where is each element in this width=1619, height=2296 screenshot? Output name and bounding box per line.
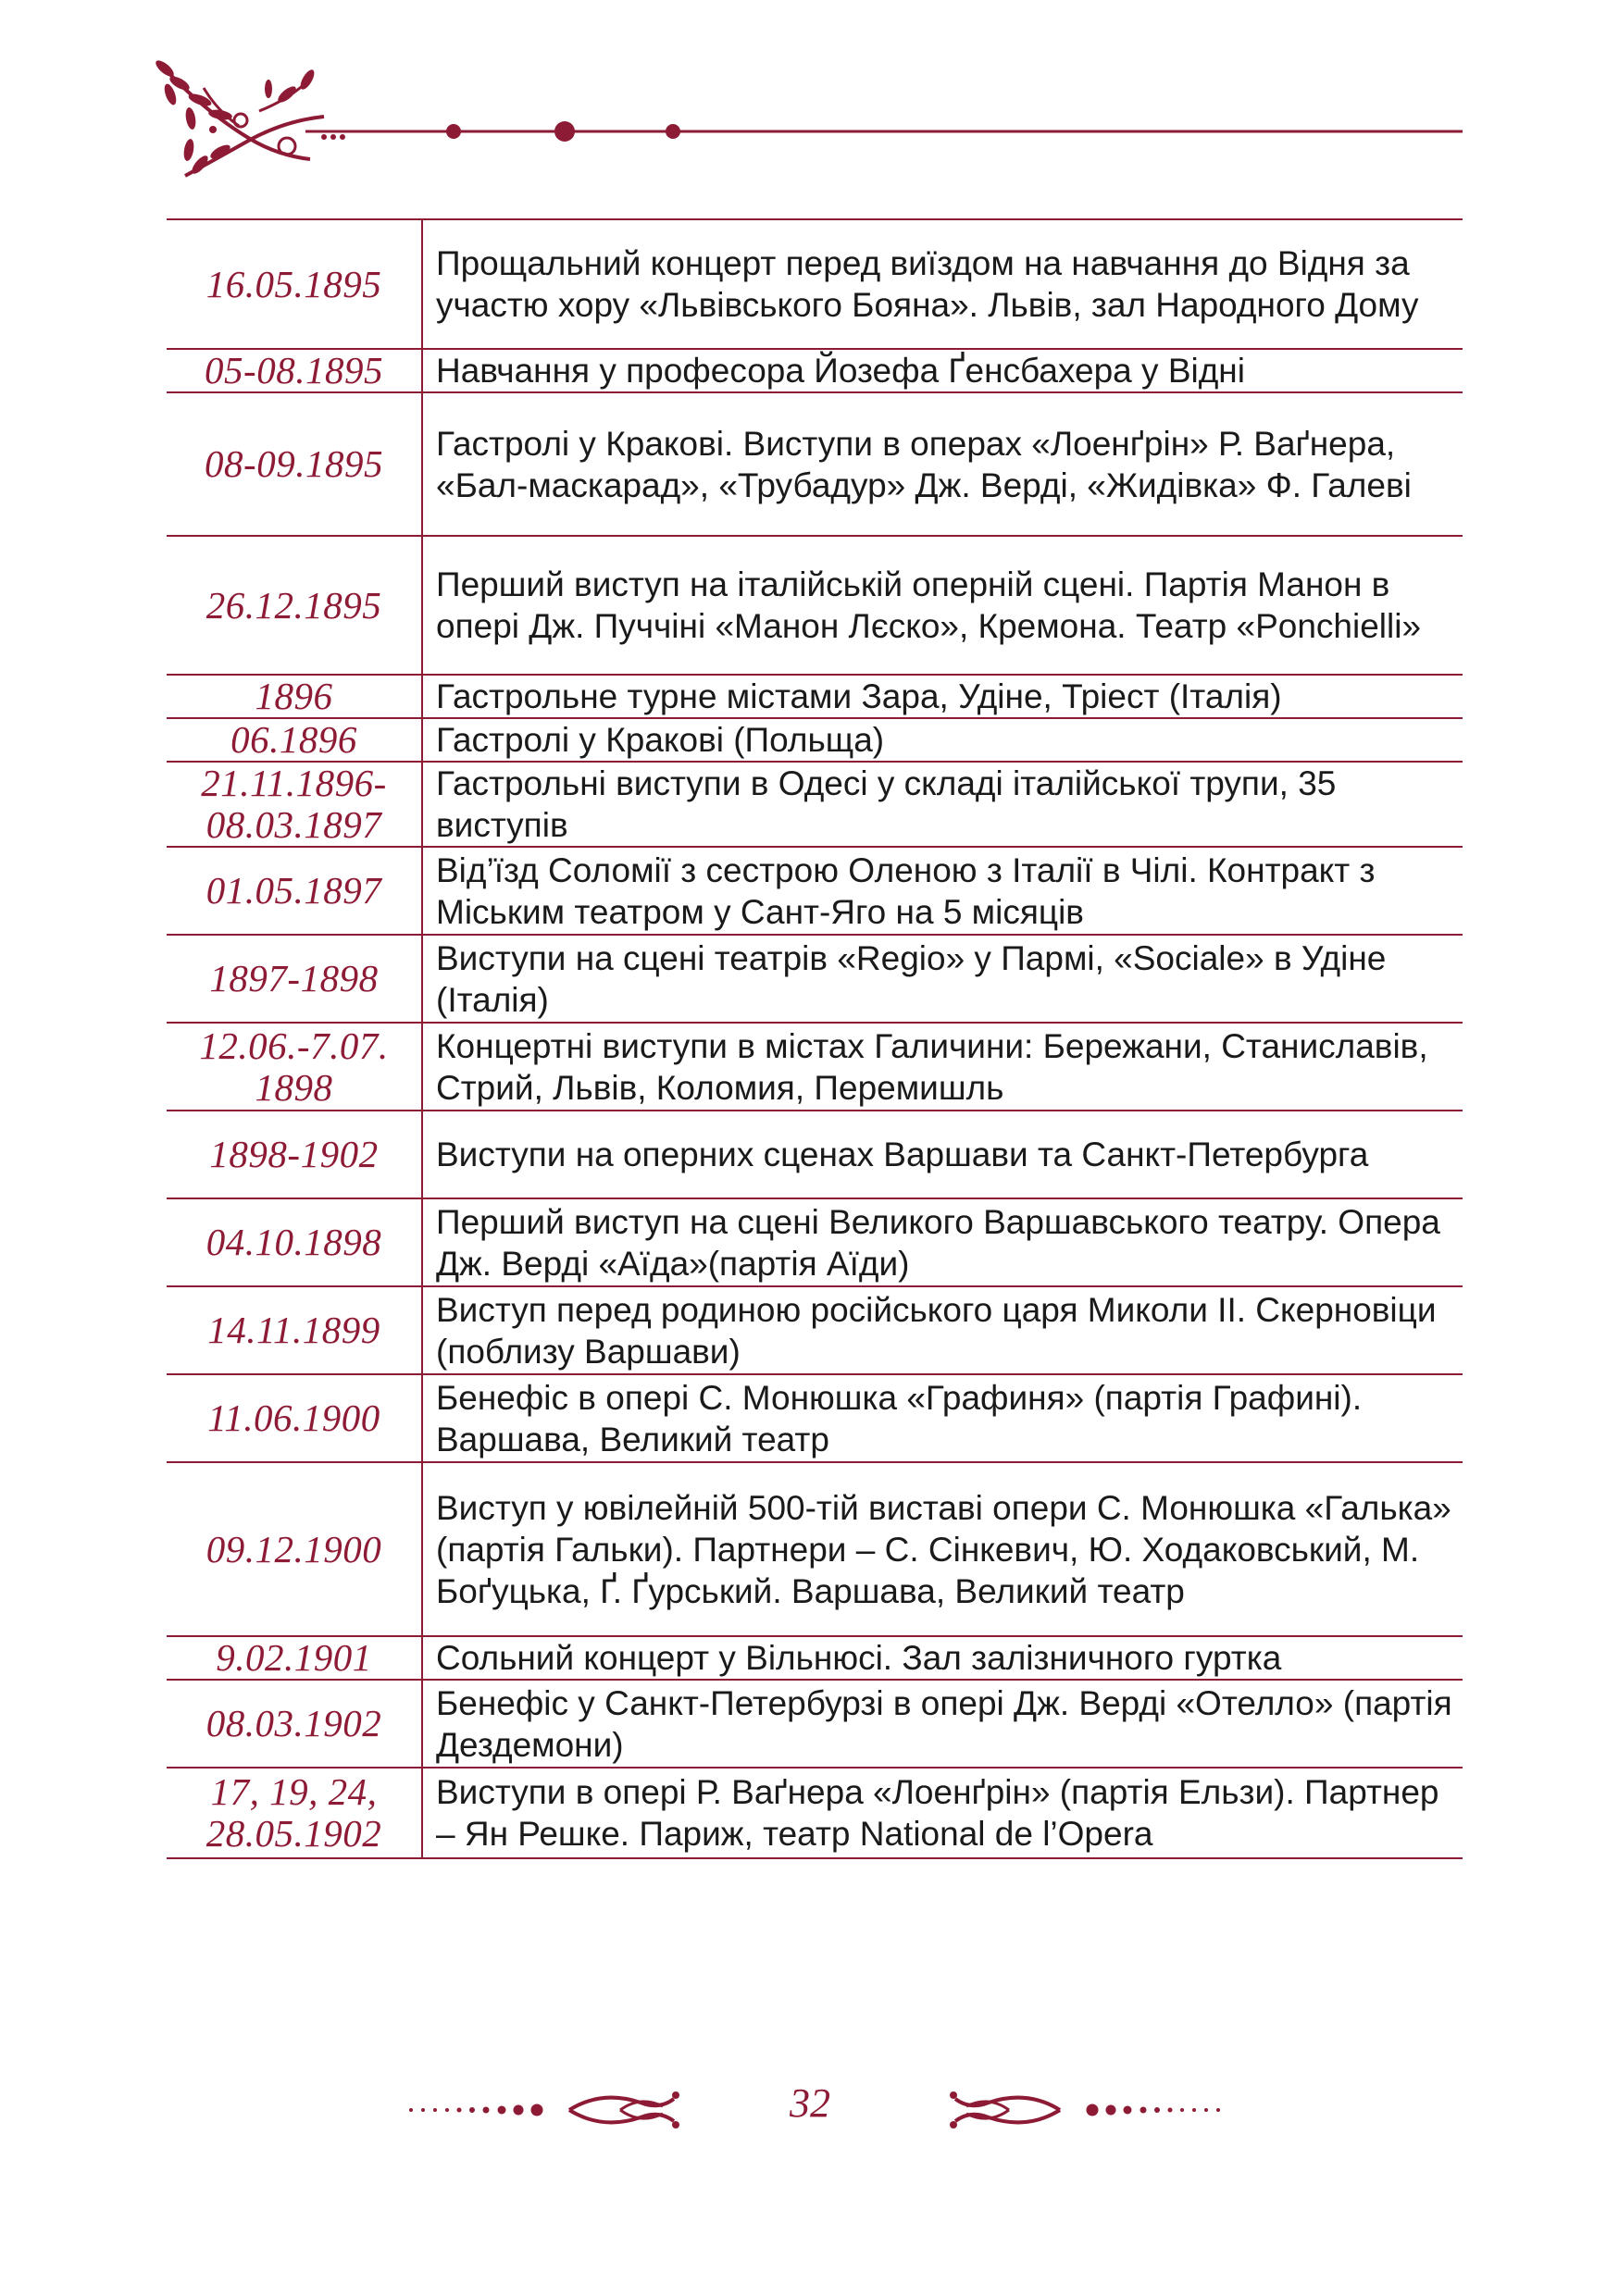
event-description: Виступи в опері Р. Ваґнера «Лоенґрін» (партія Ельзи). Партнер – Ян Решке. Париж, театр National de l’Opera xyxy=(436,1773,1439,1853)
date-cell xyxy=(167,1198,422,1286)
event-date: 1897-1898 xyxy=(209,957,379,999)
event-cell xyxy=(422,1023,1463,1111)
event-description: Виступи на оперних сценах Варшави та Санкт-Петербурга xyxy=(436,1136,1369,1173)
event-date: 04.10.1898 xyxy=(205,1221,382,1263)
date-cell xyxy=(167,1768,422,1858)
event-date: 1896 xyxy=(255,675,333,717)
event-cell xyxy=(422,1111,1463,1198)
event-cell xyxy=(422,1768,1463,1858)
event-description: Гастрольні виступи в Одесі у складі італійської трупи, 35 виступів xyxy=(436,764,1337,844)
table-row xyxy=(167,1023,1463,1111)
event-description: Концертні виступи в містах Галичини: Бережани, Станиславів, Стрий, Львів, Коломия, Перемишль xyxy=(436,1026,1428,1107)
date-cell xyxy=(167,536,422,675)
event-description: Гастролі у Кракові (Польща) xyxy=(436,721,885,759)
table-row xyxy=(167,1111,1463,1198)
event-cell xyxy=(422,675,1463,718)
event-description: Гастрольне турне містами Зара, Удіне, Тріест (Італія) xyxy=(436,677,1282,715)
date-cell xyxy=(167,675,422,718)
event-cell xyxy=(422,762,1463,847)
event-cell xyxy=(422,1374,1463,1462)
table-row xyxy=(167,847,1463,935)
table-row xyxy=(167,762,1463,847)
event-date: 01.05.1897 xyxy=(205,869,382,912)
date-cell xyxy=(167,1636,422,1680)
date-cell xyxy=(167,392,422,536)
date-cell xyxy=(167,1462,422,1636)
date-cell xyxy=(167,762,422,847)
event-description: Виступ у ювілейній 500-тій виставі опери С. Монюшка «Галька» (партія Гальки). Партнери – С. Сінкевич, Ю. Ходаковський, М. Боґуцька, Ґ. Ґурський. Варшава, Великий театр xyxy=(436,1488,1451,1610)
event-description: Перший виступ на італійській оперній сцені. Партія Манон в опері Дж. Пуччіні «Манон Лєско», Кремона. Театр «Ponchielli» xyxy=(436,565,1422,645)
chronology-table-body xyxy=(167,219,1463,1858)
date-cell xyxy=(167,349,422,392)
table-row xyxy=(167,1286,1463,1374)
event-description: Гастролі у Кракові. Виступи в операх «Лоенґрін» Р. Ваґнера, «Бал-маскарад», «Трубадур» Дж. Верді, «Жидівка» Ф. Галеві xyxy=(436,424,1412,504)
event-date: 08.03.1902 xyxy=(205,1702,382,1744)
event-cell xyxy=(422,1462,1463,1636)
table-row xyxy=(167,1768,1463,1858)
page-number: 32 xyxy=(790,2080,830,2126)
event-cell xyxy=(422,536,1463,675)
event-date: 08-09.1895 xyxy=(205,442,383,485)
event-date: 9.02.1901 xyxy=(216,1636,372,1679)
event-date: 14.11.1899 xyxy=(207,1309,380,1351)
date-cell xyxy=(167,847,422,935)
event-description: Від’їзд Соломії з сестрою Оленою з Італії в Чілі. Контракт з Міським театром у Сант-Яго на 5 місяців xyxy=(436,850,1376,931)
event-cell xyxy=(422,718,1463,762)
table-row xyxy=(167,219,1463,349)
date-cell xyxy=(167,219,422,349)
table-row xyxy=(167,1680,1463,1768)
table-row xyxy=(167,935,1463,1023)
table-row xyxy=(167,675,1463,718)
event-date: 06.1896 xyxy=(230,718,357,761)
date-cell xyxy=(167,935,422,1023)
event-cell xyxy=(422,1198,1463,1286)
table-row xyxy=(167,1198,1463,1286)
table-row xyxy=(167,1636,1463,1680)
table-row xyxy=(167,1462,1463,1636)
date-cell xyxy=(167,718,422,762)
event-description: Бенефіс у Санкт-Петербурзі в опері Дж. Верді «Отелло» (партія Дездемони) xyxy=(436,1683,1452,1764)
event-cell xyxy=(422,392,1463,536)
event-description: Навчання у професора Йозефа Ґенсбахера у Відні xyxy=(436,352,1245,390)
event-date: 11.06.1900 xyxy=(207,1396,380,1439)
table-row xyxy=(167,1374,1463,1462)
event-description: Виступи на сцені театрів «Regio» у Пармі, «Sociale» в Удіне (Італія) xyxy=(436,938,1387,1019)
event-date: 12.06.-7.07. 1898 xyxy=(199,1024,389,1109)
table-row xyxy=(167,536,1463,675)
date-cell xyxy=(167,1111,422,1198)
event-cell xyxy=(422,935,1463,1023)
floral-header-ornament xyxy=(148,46,1463,185)
event-date: 21.11.1896- 08.03.1897 xyxy=(201,762,387,846)
event-date: 09.12.1900 xyxy=(205,1527,382,1570)
event-date: 16.05.1895 xyxy=(205,262,382,305)
event-cell xyxy=(422,847,1463,935)
table-row xyxy=(167,349,1463,392)
table-row xyxy=(167,718,1463,762)
event-description: Бенефіс в опері С. Монюшка «Графиня» (партія Графині). Варшава, Великий театр xyxy=(436,1378,1363,1458)
event-cell xyxy=(422,1286,1463,1374)
event-cell xyxy=(422,219,1463,349)
event-cell xyxy=(422,349,1463,392)
event-date: 26.12.1895 xyxy=(205,583,382,627)
table-row xyxy=(167,392,1463,536)
event-description: Виступ перед родиною російського царя Миколи ІІ. Скерновіци (поблизу Варшави) xyxy=(436,1290,1437,1371)
date-cell xyxy=(167,1023,422,1111)
event-description: Перший виступ на сцені Великого Варшавського театру. Опера Дж. Верді «Аїда»(партія Аїди) xyxy=(436,1202,1440,1283)
date-cell xyxy=(167,1374,422,1462)
date-cell xyxy=(167,1286,422,1374)
date-cell xyxy=(167,1680,422,1768)
event-date: 17, 19, 24, 28.05.1902 xyxy=(205,1770,382,1855)
event-date: 05-08.1895 xyxy=(205,349,383,391)
event-cell xyxy=(422,1680,1463,1768)
event-description: Прощальний концерт перед виїздом на навчання до Відня за участю хору «Львівського Бояна». Львів, зал Народного Дому xyxy=(436,244,1419,324)
event-description: Сольний концерт у Вільнюсі. Зал залізничного гуртка xyxy=(436,1639,1282,1677)
event-date: 1898-1902 xyxy=(209,1133,379,1175)
chronology-table xyxy=(167,218,1463,1859)
event-cell xyxy=(422,1636,1463,1680)
